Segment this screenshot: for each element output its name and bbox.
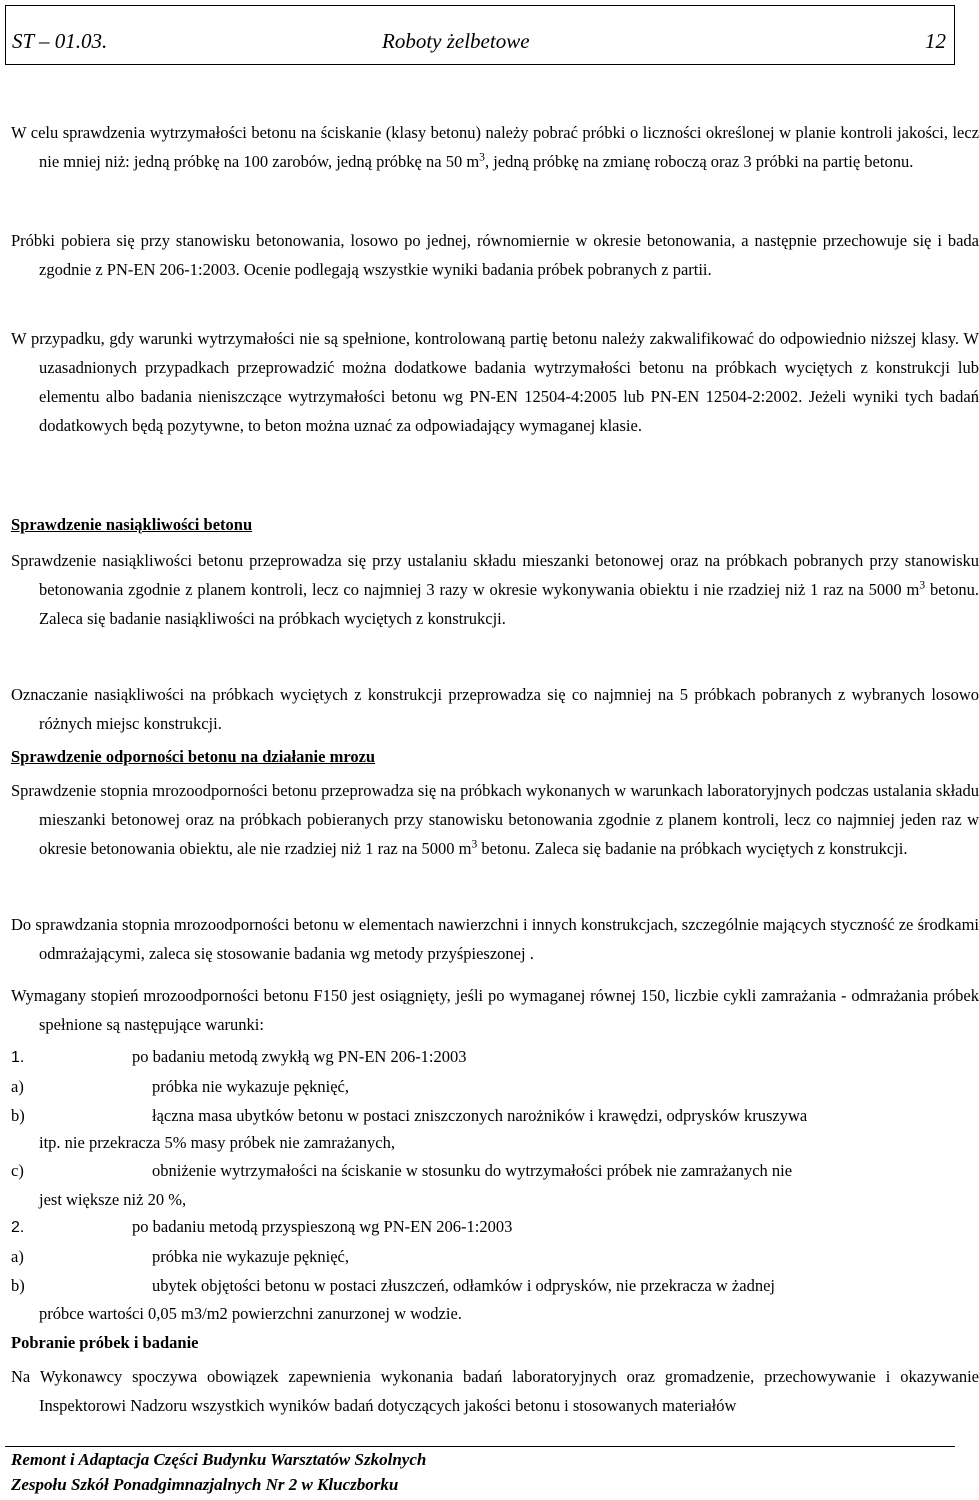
list-item-2b: b) ubytek objętości betonu w postaci złuszczeń, odłamków i odprysków, nie przekracza w żadnej xyxy=(11,1276,775,1295)
heading-frost: Sprawdzenie odporności betonu na działanie mrozu xyxy=(11,747,376,766)
paragraph-strength: W przypadku, gdy warunki wytrzymałości nie są spełnione, kontrolowaną partię betonu należy zakwalifikować do odpowiednio niższej klasy. W uzasadnionych przypadkach przeprowadzić można dodatkowe badania wytrzymałości betonu na próbkach wyciętych z konstrukcji lub elementu albo badania nieniszczące wytrzymałości betonu wg PN-EN 12504-4:2005 lub PN-EN 12504-2:2002. Jeżeli wyniki tych badań dodatkowych będą pozytywne, to beton można uznać za odpowiadający wymaganej klasie. xyxy=(11,329,979,435)
list-item-2b-cont: próbce wartości 0,05 m3/m2 powierzchni zanurzonej w wodzie. xyxy=(39,1304,462,1323)
list-item-2a: a) próbka nie wykazuje pęknięć, xyxy=(11,1247,350,1266)
list-item-2: 2. po badaniu metodą przyspieszoną wg PN-EN 206-1:2003 xyxy=(11,1217,513,1236)
paragraph-frost-requirements: Wymagany stopień mrozoodporności betonu F150 jest osiągnięty, jeśli po wymaganej równej 150, liczbie cykli zamrażania - odmrażania próbek spełnione są następujące warunki: xyxy=(11,986,979,1034)
heading-sampling-testing: Pobranie próbek i badanie xyxy=(11,1333,199,1352)
list-item-1: 1. po badaniu metodą zwykłą wg PN-EN 206-1:2003 xyxy=(11,1047,467,1066)
footer-line-2: Zespołu Szkół Ponadgimnazjalnych Nr 2 w Kluczborku xyxy=(11,1475,399,1494)
paragraph-frost: Sprawdzenie stopnia mrozoodporności betonu przeprowadza się na próbkach wykonanych w warunkach laboratoryjnych podczas ustalania składu mieszanki betonowej oraz na próbkach pobieranych przy stanowisku betonowania zgodnie z planem kontroli, lecz co najmniej jeden raz w okresie betonowania obiektu, ale nie rzadziej niż 1 raz na 5000 $m^3$ betonu. Zaleca się badanie na próbkach wyciętych z konstrukcji. xyxy=(11,781,979,858)
list-item-1c: c) obniżenie wytrzymałości na ściskanie w stosunku do wytrzymałości próbek nie zamrażanych nie xyxy=(11,1161,793,1180)
list-item-1b-cont: itp. nie przekracza 5% masy próbek nie zamrażanych, xyxy=(39,1133,395,1152)
list-item-1b: b) łączna masa ubytków betonu w postaci zniszczonych narożników i krawędzi, odprysków kruszywa xyxy=(11,1106,808,1125)
heading-absorption: Sprawdzenie nasiąkliwości betonu xyxy=(11,515,253,534)
footer-line-1: Remont i Adaptacja Części Budynku Warsztatów Szkolnych xyxy=(11,1450,427,1469)
section-title: Roboty żelbetowe xyxy=(382,29,530,53)
paragraph-absorption-marking: Oznaczanie nasiąkliwości na próbkach wyciętych z konstrukcji przeprowadza się co najmniej na 5 próbkach pobranych z wybranych losowo różnych miejsc konstrukcji. xyxy=(11,685,979,733)
page-footer xyxy=(5,1446,955,1497)
paragraph-frost-elements: Do sprawdzania stopnia mrozoodporności betonu w elementach nawierzchni i innych konstrukcjach, szczególnie mających styczność ze środkami odmrażającymi, zaleca się stosowanie badania wg metody przyśpieszonej . xyxy=(11,915,979,963)
list-item-1a: a) próbka nie wykazuje pęknięć, xyxy=(11,1077,350,1096)
spec-code: ST – 01.03. xyxy=(12,29,108,53)
page-number: 12 xyxy=(925,29,946,53)
paragraph-sampling: W celu sprawdzenia wytrzymałości betonu na ściskanie (klasy betonu) należy pobrać próbki o liczności określonej w planie kontroli jakości, lecz nie mniej niż: jedną próbkę na 100 zarobów, jedną próbkę na 50 $m^3$, jedną próbkę na zmianę roboczą oraz 3 próbki na partię betonu. xyxy=(11,123,979,171)
paragraph-collection: Próbki pobiera się przy stanowisku betonowania, losowo po jednej, równomiernie w okresie betonowania, a następnie przechowuje się i bada zgodnie z PN-EN 206-1:2003. Ocenie podlegają wszystkie wyniki badania próbek pobranych z partii. xyxy=(11,231,979,279)
page-header xyxy=(5,5,955,65)
list-item-1c-cont: jest większe niż 20 %, xyxy=(39,1190,187,1209)
paragraph-contractor-duty: Na Wykonawcy spoczywa obowiązek zapewnienia wykonania badań laboratoryjnych oraz gromadzenie, przechowywanie i okazywanie Inspektorowi Nadzoru wszystkich wyników badań dotyczących jakości betonu i stosowanych materiałów xyxy=(11,1367,979,1415)
paragraph-absorption: Sprawdzenie nasiąkliwości betonu przeprowadza się przy ustalaniu składu mieszanki betonowej oraz na próbkach pobranych przy stanowisku betonowania zgodnie z planem kontroli, lecz co najmniej 3 razy w okresie wykonywania obiektu i nie rzadziej niż 1 raz na 5000 $m^3$ betonu. Zaleca się badanie nasiąkliwości na próbkach wyciętych z konstrukcji. xyxy=(11,551,979,628)
